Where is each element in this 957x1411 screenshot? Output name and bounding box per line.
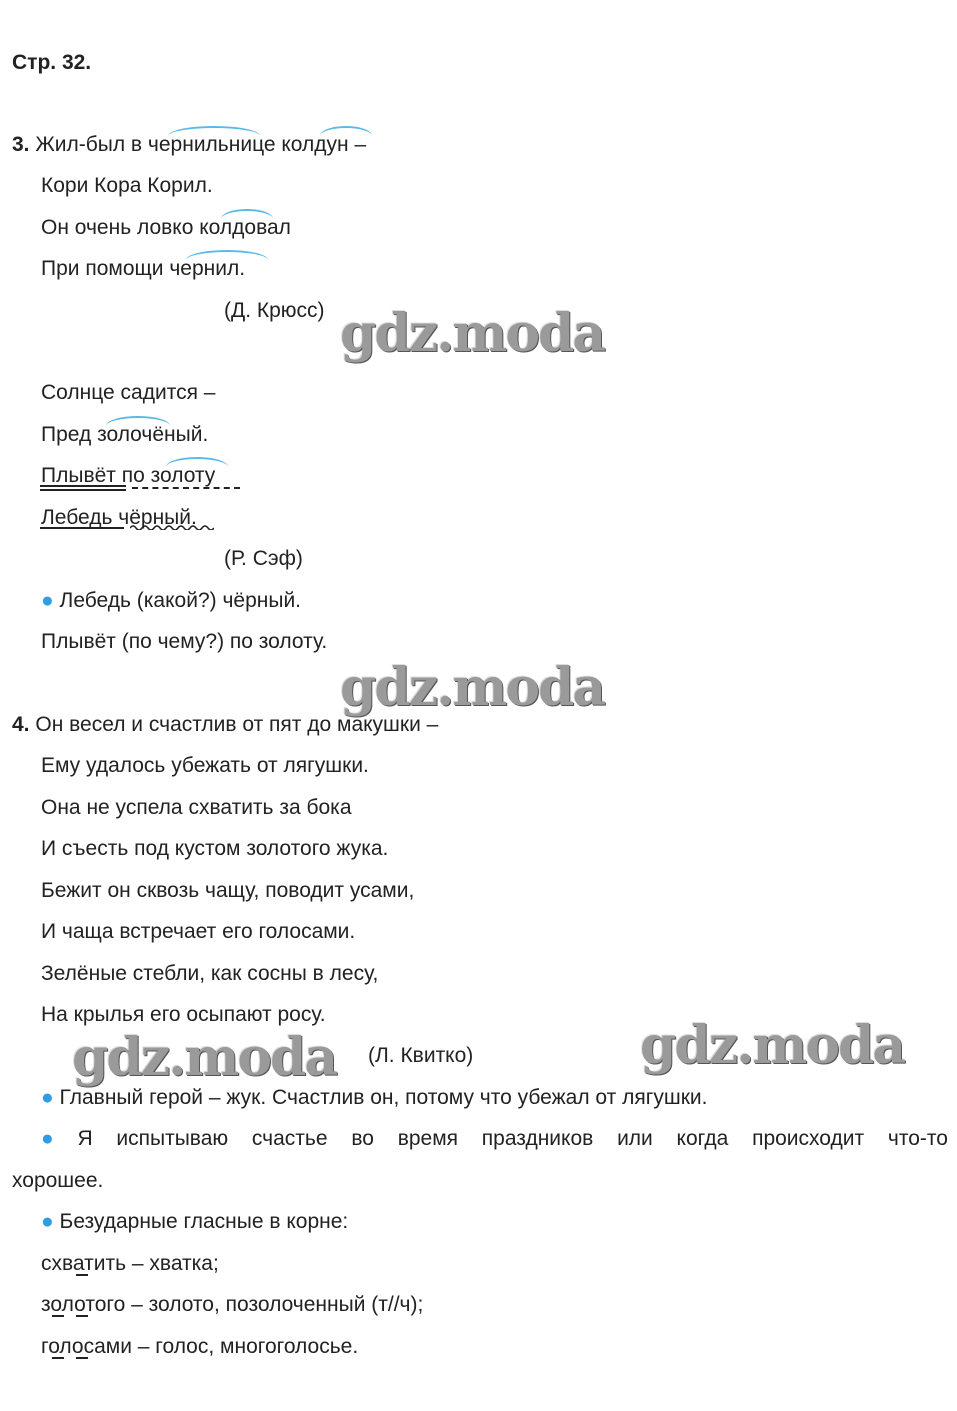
vowel-underline bbox=[52, 1315, 64, 1317]
ex4-poem-line-3: Она не успела схватить за бока bbox=[41, 796, 352, 819]
root-arc bbox=[221, 209, 273, 219]
ex3-poem2-line-2: Пред золочёный. bbox=[41, 423, 209, 446]
vowel-underline bbox=[76, 1274, 88, 1276]
ex4-line-1 bbox=[12, 711, 438, 739]
ex3-poem1-line-4: При помощи чернил. bbox=[41, 257, 246, 280]
ex3-poem2-line-4: Лебедь чёрный. bbox=[41, 506, 197, 529]
subject-underline bbox=[40, 527, 124, 529]
ex4-poem-line-7: Зелёные стебли, как сосны в лесу, bbox=[41, 962, 379, 985]
adverbial-underline bbox=[132, 487, 240, 489]
attribute-wavy-underline bbox=[130, 524, 214, 530]
ex4-poem-line-5: Бежит он сквозь чащу, поводит усами, bbox=[41, 879, 415, 902]
ex3-poem1-line-3: Он очень ловко колдовал bbox=[41, 216, 291, 239]
ex3-poem2-line-3: Плывёт по золоту bbox=[41, 464, 216, 487]
ex3-poem2-line-1: Солнце садится – bbox=[41, 381, 216, 404]
root-line-1: схватить – хватка; bbox=[41, 1252, 219, 1275]
ex4-poem-line-1: Он весел и счастлив от пят до макушки – bbox=[35, 713, 439, 736]
root-line-2: золотого – золото, позолоченный (т//ч); bbox=[41, 1293, 424, 1316]
watermark: gdz.moda bbox=[340, 657, 605, 718]
ex4-poem-line-4: И съесть под кустом золотого жука. bbox=[41, 837, 389, 860]
ex4-poem-line-6: И чаща встречает его голосами. bbox=[41, 920, 356, 943]
vowel-underline bbox=[52, 1357, 64, 1359]
predicate-underline bbox=[40, 485, 126, 491]
root-arc bbox=[168, 126, 260, 136]
ex4-answer-2-tail: хорошее. bbox=[12, 1169, 104, 1192]
ex3-answer-1: ● Лебедь (какой?) чёрный. bbox=[41, 589, 302, 612]
vowel-underline bbox=[76, 1315, 88, 1317]
bullet-icon: ● bbox=[41, 1127, 54, 1150]
page-header: Стр. 32. bbox=[12, 51, 92, 74]
ex3-answer-2: Плывёт (по чему?) по золоту. bbox=[41, 630, 328, 653]
ex4-answer-1: ● Главный герой – жук. Счастлив он, потому что убежал от лягушки. bbox=[41, 1086, 708, 1109]
root-arc bbox=[166, 457, 228, 467]
watermark: gdz.moda bbox=[72, 1027, 337, 1088]
root-arc bbox=[320, 126, 372, 136]
ex3-poem1-line-1: Жил-был в чернильнице колдун – bbox=[35, 133, 367, 156]
bullet-icon: ● bbox=[41, 1210, 54, 1233]
ex4-number: 4. bbox=[12, 713, 30, 736]
ex3-number: 3. bbox=[12, 133, 30, 156]
ex3-author-1: (Д. Крюсс) bbox=[224, 299, 325, 322]
ex4-poem-line-8: На крылья его осыпают росу. bbox=[41, 1003, 326, 1026]
bullet-icon: ● bbox=[41, 1086, 54, 1109]
watermark: gdz.moda bbox=[340, 303, 605, 364]
root-line-3: голосами – голос, многоголосье. bbox=[41, 1335, 359, 1358]
root-arc bbox=[186, 250, 268, 260]
ex4-answer-3: ● Безударные гласные в корне: bbox=[41, 1210, 349, 1233]
vowel-underline bbox=[76, 1357, 88, 1359]
ex4-author: (Л. Квитко) bbox=[368, 1044, 474, 1067]
bullet-icon: ● bbox=[41, 589, 54, 612]
ex3-poem1-line-2: Кори Кора Корил. bbox=[41, 174, 213, 197]
ex4-answer-2: ● Я испытываю счастье во время праздников или когда происходит что-то bbox=[41, 1125, 948, 1153]
root-arc bbox=[106, 416, 170, 426]
ex3-author-2: (Р. Сэф) bbox=[224, 547, 303, 570]
ex4-poem-line-2: Ему удалось убежать от лягушки. bbox=[41, 754, 369, 777]
watermark: gdz.moda bbox=[640, 1015, 905, 1076]
